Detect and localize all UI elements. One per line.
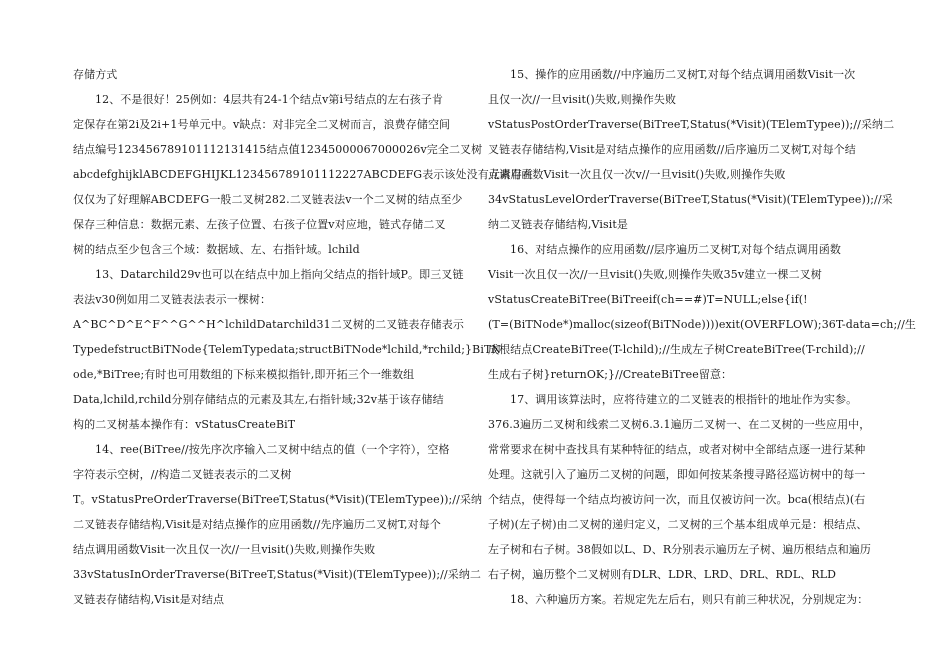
text-line: 字符表示空树，//构造二叉链表表示的二叉树 xyxy=(73,468,292,481)
text-line: A^BC^D^E^F^^G^^H^lchildDatarchild31二叉树的二叉链表存储表示 xyxy=(73,318,464,331)
text-line: 12、不是很好！25例如：4层共有24-1个结点v第i号结点的左右孩子肯 xyxy=(95,93,444,106)
text-line: 子树)(左子树)由二叉树的递归定义，二叉树的三个基本组成单元是：根结点、 xyxy=(488,518,868,531)
right-column xyxy=(488,62,916,612)
text-line: 仅仅为了好理解ABCDEFG一般二叉树282.二叉链表法v一个二叉树的结点至少 xyxy=(73,193,463,206)
text-line: 叉链表存储结构,Visit是对结点 xyxy=(73,593,225,606)
text-line: 结点编号123456789101112131415结点值12345000067000026v完全二叉树 xyxy=(73,143,483,156)
text-line: 生成右子树}returnOK;}//CreateBiTree留意： xyxy=(488,368,733,381)
text-line: (T=(BiTNode*)malloc(sizeof(BiTNode))))exit(OVERFLOW);36T-data=ch;//生 xyxy=(488,318,916,331)
text-line: 保存三种信息：数据元素、左孩子位置、右孩子位置v对应地，链式存储二叉 xyxy=(73,218,446,231)
text-line: T。vStatusPreOrderTraverse(BiTreeT,Status(*Visit)(TElemTypee));//采纳 xyxy=(73,493,483,506)
text-line: 树的结点至少包含三个域：数据域、左、右指针域。lchild xyxy=(73,243,360,256)
text-line: 成根结点CreateBiTree(T-lchild);//生成左子树CreateBiTree(T-rchild);// xyxy=(488,343,865,356)
text-line: 常常要求在树中查找具有某种特征的结点，或者对树中全部结点逐一进行某种 xyxy=(488,443,866,456)
text-line: 点调用函数Visit一次且仅一次v//一旦visit()失败,则操作失败 xyxy=(488,168,786,181)
text-line: 34vStatusLevelOrderTraverse(BiTreeT,Status(*Visit)(TElemTypee));//采 xyxy=(488,193,893,206)
text-line: 33vStatusInOrderTraverse(BiTreeT,Status(*Visit)(TElemTypee));//采纳二 xyxy=(73,568,482,581)
text-line: 且仅一次//一旦visit()失败,则操作失败 xyxy=(488,93,677,106)
text-line: ode,*BiTree;有时也可用数组的下标来模拟指针,即开拓三个一维数组 xyxy=(73,368,415,381)
text-line: 14、ree(BiTree//按先序次序输入二叉树中结点的值（一个字符），空格 xyxy=(95,443,450,456)
text-line: 15、操作的应用函数//中序遍历二叉树T,对每个结点调用函数Visit一次 xyxy=(510,68,856,81)
text-line: 个结点，使得每一个结点均被访问一次，而且仅被访问一次。bca(根结点)(右 xyxy=(488,493,866,506)
text-line: 16、对结点操作的应用函数//层序遍历二叉树T,对每个结点调用函数 xyxy=(510,243,841,256)
text-line: 定保存在第2i及2i+1号单元中。v缺点：对非完全二叉树而言，浪费存储空间 xyxy=(73,118,451,131)
text-line: 18、六种遍历方案。若规定先左后右，则只有前三种状况，分别规定为： xyxy=(510,593,869,606)
text-line: 结点调用函数Visit一次且仅一次//一旦visit()失败,则操作失败 xyxy=(73,543,376,556)
text-line: vStatusCreateBiTree(BiTreeif(ch==#)T=NULL;else{if(! xyxy=(488,293,808,306)
text-line: 376.3遍历二叉树和线索二叉树6.3.1遍历二叉树一、在二叉树的一些应用中， xyxy=(488,418,871,431)
text-line: 右子树，遍历整个二叉树则有DLR、LDR、LRD、DRL、RDL、RLD xyxy=(488,568,837,581)
text-line: 存储方式 xyxy=(73,68,118,81)
text-line: 13、Datarchild29v也可以在结点中加上指向父结点的指针域P。即三叉链 xyxy=(95,268,464,281)
text-line: 处理。这就引入了遍历二叉树的问题，即如何按某条搜寻路径巡访树中的每一 xyxy=(488,468,866,481)
text-line: 左子树和右子树。38假如以L、D、R分别表示遍历左子树、遍历根结点和遍历 xyxy=(488,543,872,556)
text-line: 叉链表存储结构,Visit是对结点操作的应用函数//后序遍历二叉树T,对每个结 xyxy=(488,143,856,156)
text-line: TypedefstructBiTNode{TelemTypedata;structBiTNode*lchild,*rchild;}BiTN xyxy=(73,343,502,356)
left-column xyxy=(73,62,534,612)
text-line: vStatusPostOrderTraverse(BiTreeT,Status(*Visit)(TElemTypee));//采纳二 xyxy=(488,118,895,131)
text-line: abcdefghijklABCDEFGHIJKL123456789101112227ABCDEFG表示该处没有元素存在 xyxy=(73,168,534,181)
text-line: Data,lchild,rchild分别存储结点的元素及其左,右指针域;32v基于该存储结 xyxy=(73,393,444,406)
text-line: 纳二叉链表存储结构,Visit是 xyxy=(488,218,628,231)
text-line: 构的二叉树基本操作有：vStatusCreateBiT xyxy=(73,418,296,431)
text-line: 表法v30例如用二叉链表法表示一棵树： xyxy=(73,293,272,306)
text-line: 17、调用该算法时，应将待建立的二叉链表的根指针的地址作为实参。 xyxy=(510,393,858,406)
text-line: Visit一次且仅一次//一旦visit()失败,则操作失败35v建立一棵二叉树 xyxy=(488,268,822,281)
text-line: 二叉链表存储结构,Visit是对结点操作的应用函数//先序遍历二叉树T,对每个 xyxy=(73,518,441,531)
